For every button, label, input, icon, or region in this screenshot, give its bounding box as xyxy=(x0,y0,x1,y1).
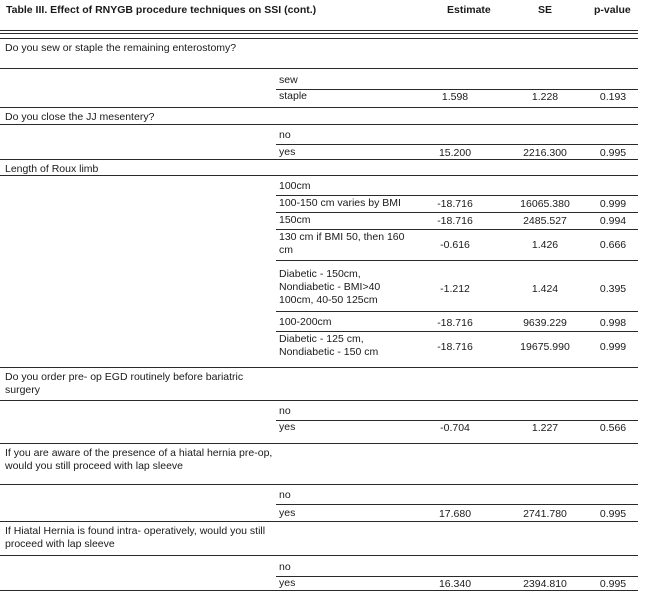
section-rule xyxy=(0,443,638,444)
section-rule xyxy=(0,555,638,556)
table-row-se: 9639.229 xyxy=(523,316,567,329)
row-rule xyxy=(276,504,638,505)
table-row-p-value: 0.995 xyxy=(599,146,627,159)
table-row-se: 1.424 xyxy=(531,282,559,295)
table-row-estimate: 17.680 xyxy=(438,507,472,520)
table-row-p-value: 0.998 xyxy=(599,316,627,329)
column-header-se: SE xyxy=(538,4,553,16)
table-row-option: no xyxy=(279,129,291,141)
table-row-se: 19675.990 xyxy=(520,340,570,353)
row-rule xyxy=(276,195,638,196)
section-rule xyxy=(0,367,638,368)
table-row-estimate: -18.716 xyxy=(437,197,473,210)
row-rule xyxy=(276,144,638,145)
row-rule xyxy=(276,260,638,261)
table-row-se: 1.228 xyxy=(531,90,559,103)
table-row-p-value: 0.995 xyxy=(599,577,627,590)
table-row-option: yes xyxy=(279,507,296,519)
section-rule xyxy=(0,107,638,108)
table-row-p-value: 0.994 xyxy=(599,214,627,227)
table-row-p-value: 0.995 xyxy=(599,507,627,520)
table-title: Table III. Effect of RNYGB procedure techniques on SSI (cont.) xyxy=(6,4,317,16)
section-question: If you are aware of the presence of a hiatal hernia pre-op, would you still proceed with lap sleeve xyxy=(5,447,273,472)
table-row-p-value: 0.666 xyxy=(599,238,627,251)
section-question: Length of Roux limb xyxy=(5,163,99,175)
section-rule xyxy=(0,38,638,39)
table-row-option: no xyxy=(279,561,291,573)
table-row-estimate: -18.716 xyxy=(437,214,473,227)
section-rule xyxy=(0,175,638,176)
table-row-option: 130 cm if BMI 50, then 160 cm xyxy=(279,231,405,256)
section-question: Do you close the JJ mesentery? xyxy=(5,111,155,123)
column-header-p-value: p-value xyxy=(594,4,631,16)
table-row-option: 150cm xyxy=(279,214,311,226)
section-rule xyxy=(0,400,638,401)
table-row-estimate: 16.340 xyxy=(438,577,472,590)
table-row-estimate: 15.200 xyxy=(438,146,472,159)
table-row-option: no xyxy=(279,489,291,501)
section-rule xyxy=(0,159,638,160)
table-row-estimate: -0.704 xyxy=(440,421,470,434)
table-row-se: 16065.380 xyxy=(520,197,570,210)
section-rule xyxy=(0,484,638,485)
table-row-option: 100-200cm xyxy=(279,316,332,328)
table-row-p-value: 0.193 xyxy=(599,90,627,103)
section-rule xyxy=(0,124,638,125)
table-row-option: Diabetic - 150cm, Nondiabetic - BMI>40 100cm, 40-50 125cm xyxy=(279,268,381,306)
table-row-option: staple xyxy=(279,90,308,102)
row-rule xyxy=(276,229,638,230)
section-question: Do you order pre- op EGD routinely before bariatric surgery xyxy=(5,371,244,396)
table-row-option: Diabetic - 125 cm, Nondiabetic - 150 cm xyxy=(279,333,379,358)
table-row-p-value: 0.999 xyxy=(599,197,627,210)
table-row-se: 2216.300 xyxy=(523,146,567,159)
section-rule xyxy=(0,521,638,522)
header-rule-top xyxy=(0,30,638,31)
table-row-estimate: -1.212 xyxy=(440,282,470,295)
table-row-option: no xyxy=(279,405,291,417)
column-header-estimate: Estimate xyxy=(447,4,491,16)
section-question: If Hiatal Hernia is found intra- operatively, would you still proceed with lap sleeve xyxy=(5,525,266,550)
table-row-p-value: 0.566 xyxy=(599,421,627,434)
table-row-estimate: 1.598 xyxy=(441,90,469,103)
table-row-se: 2741.780 xyxy=(523,507,567,520)
table-row-option: 100cm xyxy=(279,180,311,192)
table-row-se: 2394.810 xyxy=(523,577,567,590)
header-rule-bottom xyxy=(0,33,638,34)
table-row-p-value: 0.395 xyxy=(599,282,627,295)
table-row-estimate: -18.716 xyxy=(437,340,473,353)
table-row-se: 2485.527 xyxy=(523,214,567,227)
table-row-estimate: -18.716 xyxy=(437,316,473,329)
table-row-option: yes xyxy=(279,577,296,589)
section-question: Do you sew or staple the remaining enterostomy? xyxy=(5,42,237,54)
table-row-p-value: 0.999 xyxy=(599,340,627,353)
row-rule xyxy=(276,311,638,312)
section-rule xyxy=(0,68,638,69)
table-row-option: sew xyxy=(279,74,298,86)
table-row-option: yes xyxy=(279,146,296,158)
table-row-se: 1.426 xyxy=(531,238,559,251)
table-row-se: 1.227 xyxy=(531,421,559,434)
table-row-option: yes xyxy=(279,421,296,433)
row-rule xyxy=(276,331,638,332)
table-row-option: 100-150 cm varies by BMI xyxy=(279,197,401,209)
table-bottom-rule xyxy=(0,590,638,591)
table-row-estimate: -0.616 xyxy=(440,238,470,251)
row-rule xyxy=(276,212,638,213)
